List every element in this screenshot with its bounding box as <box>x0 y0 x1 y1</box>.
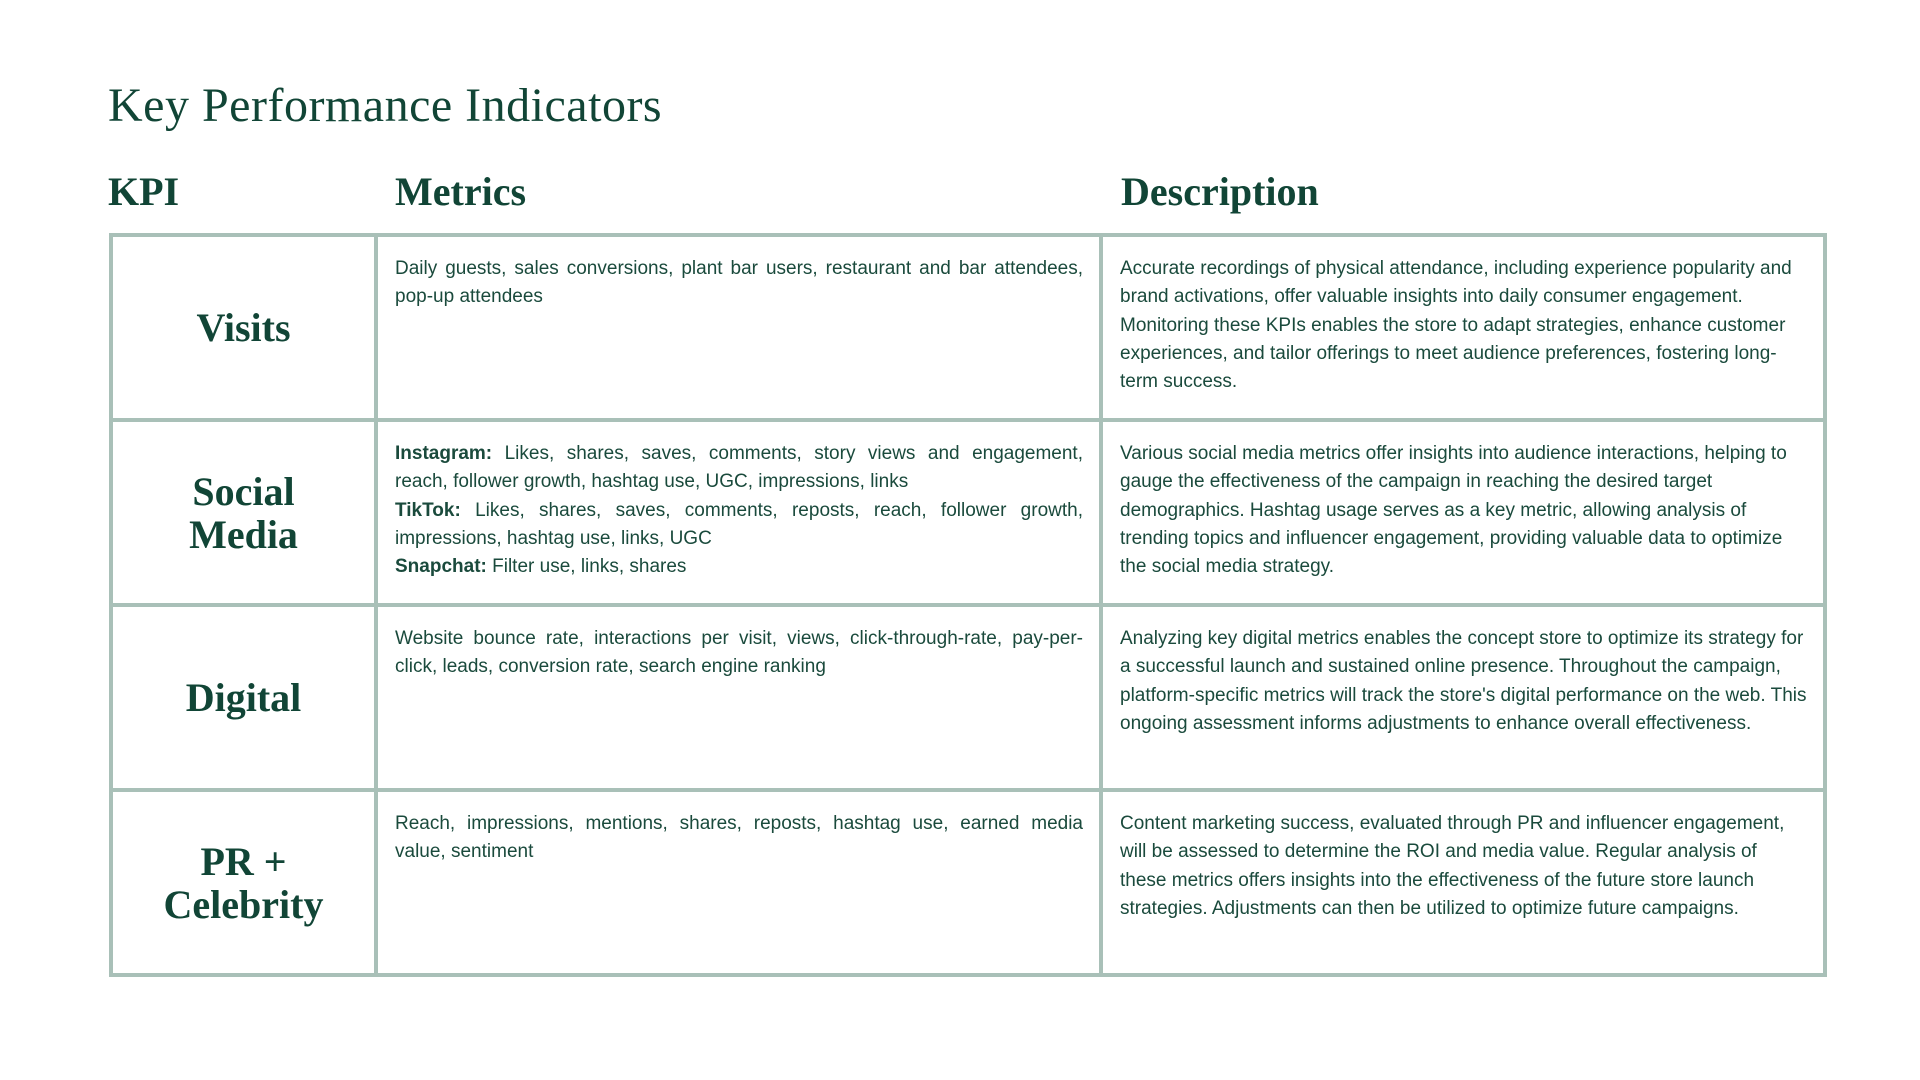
description-cell <box>1101 790 1825 975</box>
kpi-name-pr-celebrity: PR + Celebrity <box>163 838 324 927</box>
table-row-pr-celebrity <box>111 790 1825 975</box>
column-header-description: Description <box>1121 169 1319 214</box>
metrics-text-pr-celebrity: Reach, impressions, mentions, shares, reposts, hashtag use, earned media value, sentiment <box>395 813 1083 863</box>
platform-name-tiktok: TikTok: <box>395 499 461 521</box>
metrics-text-social-media <box>378 422 1099 581</box>
kpi-name-digital: Digital <box>185 675 302 720</box>
metrics-text-digital: Website bounce rate, interactions per visit, views, click-through-rate, pay-per-click, leads, conversion rate, search engine ranking <box>395 628 1083 678</box>
platform-line-instagram <box>395 440 1083 497</box>
description-cell <box>1101 605 1825 790</box>
kpi-name-social-media: Social Media <box>189 468 298 557</box>
platform-name-instagram: Instagram: <box>395 443 493 464</box>
kpi-cell <box>111 605 376 790</box>
metrics-cell <box>376 605 1101 790</box>
table-row-social-media <box>111 420 1825 605</box>
description-text-visits: Accurate recordings of physical attendance, including experience popularity and brand activations, offer valuable insights into daily consumer engagement. Monitoring these KPIs enables the store to adapt strategies, enhance customer experiences, and tailor offerings to meet audience preferences, fostering long-term success. <box>1120 258 1792 393</box>
kpi-table <box>109 233 1827 977</box>
description-text-digital: Analyzing key digital metrics enables the concept store to optimize its strategy for a successful launch and sustained online presence. Throughout the campaign, platform-specific metrics will track the store's digital performance on the web. This ongoing assessment informs adjustments to enhance overall effectiveness. <box>1120 628 1807 734</box>
platform-metrics-snapchat: Filter use, links, shares <box>486 556 687 578</box>
platform-metrics-tiktok: Likes, shares, saves, comments, reposts, reach, follower growth, impressions, hashtag use, links, UGC <box>395 499 1083 549</box>
kpi-cell <box>111 235 376 420</box>
description-text-social-media: Various social media metrics offer insights into audience interactions, helping to gauge the effectiveness of the campaign in reaching the desired target demographics. Hashtag usage serves as a key metric, allowing analysis of trending topics and influencer engagement, providing valuable data to optimize the social media strategy. <box>1120 443 1787 578</box>
kpi-cell <box>111 790 376 975</box>
metrics-text-visits: Daily guests, sales conversions, plant bar users, restaurant and bar attendees, pop-up attendees <box>395 258 1083 308</box>
column-header-metrics: Metrics <box>395 169 527 214</box>
platform-line-snapchat <box>395 553 1083 581</box>
platform-metrics-instagram: Likes, shares, saves, comments, story views and engagement, reach, follower growth, hashtag use, UGC, impressions, links <box>395 443 1083 493</box>
metrics-cell <box>376 235 1101 420</box>
column-header-kpi: KPI <box>108 169 180 214</box>
page-title: Key Performance Indicators <box>108 79 663 132</box>
table-row-digital <box>111 605 1825 790</box>
kpi-name-visits: Visits <box>196 305 291 350</box>
table-row-visits <box>111 235 1825 420</box>
kpi-cell <box>111 420 376 605</box>
metrics-cell <box>376 420 1101 605</box>
description-cell <box>1101 235 1825 420</box>
platform-name-snapchat: Snapchat: <box>395 556 487 578</box>
metrics-cell <box>376 790 1101 975</box>
description-cell <box>1101 420 1825 605</box>
platform-line-tiktok <box>395 497 1083 554</box>
description-text-pr-celebrity: Content marketing success, evaluated through PR and influencer engagement, will be assessed to determine the ROI and media value. Regular analysis of these metrics offers insights into the effectiveness of the future store launch strategies. Adjustments can then be utilized to optimize future campaigns. <box>1120 813 1785 919</box>
